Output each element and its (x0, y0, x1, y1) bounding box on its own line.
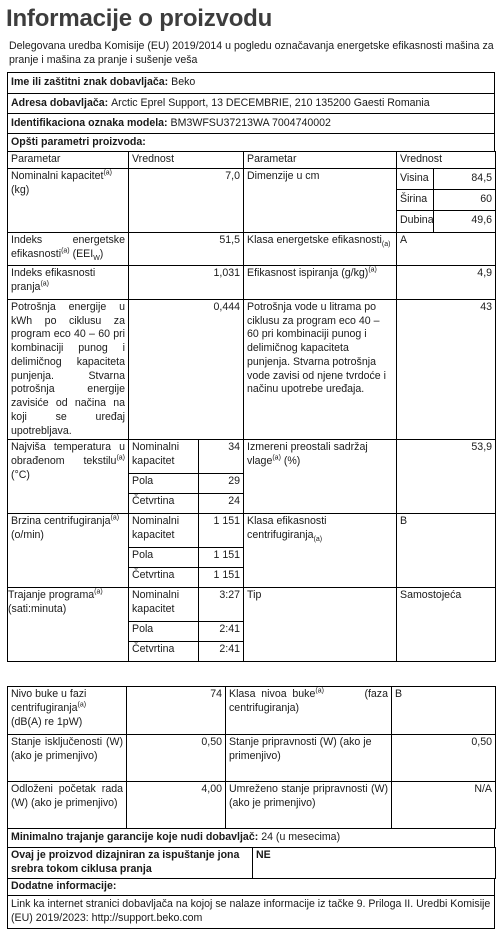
spin-full-value: 1 151 (199, 514, 244, 548)
noise-label: Nivo buke u fazi centrifugiranja$^{(a)}$ (dB(A) re 1pW) (8, 687, 127, 735)
rinse-efficiency-value: 4,9 (397, 265, 496, 299)
table-row (8, 687, 496, 735)
spin-half-value: 1 151 (199, 548, 244, 568)
power-table (7, 686, 496, 829)
header-param-2: Parametar (244, 152, 397, 169)
table-row (8, 168, 496, 189)
model-row (7, 113, 495, 133)
energy-consumption-label: Potrošnja energije u kWh po ciklusu za program eco 40 – 60 pri kombinaciji punog i delimičnog kapaciteta punjenja. Stvarna potrošnja energije zavisiće od načina na koji se uređaj upotrebljava. (8, 299, 129, 440)
rinse-efficiency-label: Efikasnost ispiranja $(g/kg)^{(a)}$ (244, 265, 397, 299)
moisture-label: Izmereni preostali sadržaj vlage$^{(a)}$ (%) (244, 440, 397, 514)
spin-quarter-value: 1 151 (199, 568, 244, 588)
delay-start-label: Odloženi početak rada (W) (ako je primenjivo) (8, 782, 127, 829)
delay-start-value: 4,00 (127, 782, 226, 829)
dur-sub-half: Pola (129, 622, 199, 642)
dimensions-label: Dimenzije u cm (244, 168, 397, 232)
spin-sub-half: Pola (129, 548, 199, 568)
general-params-row (7, 133, 495, 151)
table-row (8, 514, 496, 548)
dur-quarter-value: 2:41 (199, 642, 244, 662)
noise-class-label: Klasa nivoa buke$^{(a)}$ (faza centrifugiranja) (226, 687, 392, 735)
temp-sub-half: Pola (129, 474, 199, 494)
standby-value: 0,50 (392, 735, 496, 782)
general-params-label: Opšti parametri proizvoda: (11, 135, 146, 148)
width-label: Širina (397, 189, 434, 210)
supplier-row (7, 72, 495, 93)
washing-efficiency-value: 1,031 (129, 265, 244, 299)
moisture-value: 53,9 (397, 440, 496, 514)
eei-label: Indeks energetske efikasnosti$^{(a)}$ $(EEI_W)$ (8, 232, 129, 265)
extra-info-label: Dodatne informacije: (11, 880, 117, 893)
dur-full-value: 3:27 (199, 588, 244, 622)
header-param: Parametar (8, 152, 129, 169)
height-value: 84,5 (434, 168, 496, 189)
spin-sub-quarter: Četvrtina (129, 568, 199, 588)
temp-quarter-value: 24 (199, 494, 244, 514)
standby-label: Stanje pripravnosti (W) (ako je primenjivo) (226, 735, 392, 782)
energy-class-value: A (397, 232, 496, 265)
temp-full-value: 34 (199, 440, 244, 474)
warranty-value: 24 (u mesecima) (261, 831, 341, 844)
header-value-2: Vrednost (397, 152, 496, 169)
extra-info-text-row (7, 895, 495, 929)
dur-sub-full: Nominalni kapacitet (129, 588, 199, 622)
temp-sub-full: Nominalni kapacitet (129, 440, 199, 474)
model-label: Identifikaciona oznaka modela: (11, 116, 168, 129)
temp-half-value: 29 (199, 474, 244, 494)
table-row (8, 299, 496, 440)
table-row (8, 782, 496, 829)
spin-sub-full: Nominalni kapacitet (129, 514, 199, 548)
regulation-text: Delegovana uredba Komisije (EU) 2019/2014 u pogledu označavanja energetske efikasnosti mašina za pranje i mašina za pranje i sušenje veša (9, 40, 494, 67)
water-consumption-label: Potrošnja vode u litrama po ciklusu za program eco 40 – 60 pri kombinaciji punog i delimičnog kapaciteta punjenja. Stvarna potrošnja vode zavisi od njene tvrdoće i načinu upotrebe uređaja. (244, 299, 397, 440)
table-row (8, 232, 496, 265)
parameters-table (7, 151, 496, 662)
page-title: Informacije o proizvodu (6, 5, 273, 32)
off-mode-label: Stanje isključenosti (W) (ako je primenjivo) (8, 735, 127, 782)
depth-label: Dubina (397, 210, 434, 232)
table-row (8, 440, 496, 474)
address-label: Adresa dobavljača: (11, 96, 109, 109)
energy-class-label: Klasa energetske efikasnosti$_{(a)}$ (244, 232, 397, 265)
noise-class-value: B (392, 687, 496, 735)
noise-value: 74 (127, 687, 226, 735)
height-label: Visina (397, 168, 434, 189)
address-row (7, 93, 495, 113)
temp-sub-quarter: Četvrtina (129, 494, 199, 514)
dur-half-value: 2:41 (199, 622, 244, 642)
model-value: BM3WFSU37213WA 7004740002 (170, 116, 331, 129)
address-value: Arctic Eprel Support, 13 DECEMBRIE, 210 135200 Gaesti Romania (111, 96, 430, 109)
dur-sub-quarter: Četvrtina (129, 642, 199, 662)
spin-class-value: B (397, 514, 496, 588)
depth-value: 49,6 (434, 210, 496, 232)
spin-class-label: Klasa efikasnosti centrifugiranja$_{(a)}$ (244, 514, 397, 588)
temperature-label: Najviša temperatura u obrađenom tekstilu$^{(a)}$ (°C) (8, 440, 129, 514)
extra-info-text: Link ka internet stranici dobavljača na kojoj se nalaze informacije iz tačke 9. Priloga II. Uredbi Komisije (EU) 2019/2023: http://support.beko.com (11, 898, 491, 924)
warranty-row (7, 828, 495, 847)
width-value: 60 (434, 189, 496, 210)
eei-value: 51,5 (129, 232, 244, 265)
table-row (8, 265, 496, 299)
supplier-value: Beko (171, 76, 196, 89)
spin-speed-label: Brzina centrifugiranja$^{(a)}$ (o/min) (8, 514, 129, 588)
silver-ion-label: Ovaj je proizvod dizajniran za ispuštanje jona srebra tokom ciklusa pranja (8, 848, 253, 879)
energy-consumption-value: 0,444 (129, 299, 244, 440)
network-standby-label: Umreženo stanje pripravnosti (W) (ako je primenjivo) (226, 782, 392, 829)
table-row (8, 588, 496, 622)
network-standby-value: N/A (392, 782, 496, 829)
extra-info-row (7, 878, 495, 895)
supplier-label: Ime ili zaštitni znak dobavljača: (11, 76, 169, 89)
table-row (8, 848, 496, 879)
off-mode-value: 0,50 (127, 735, 226, 782)
type-label: Tip (244, 588, 397, 662)
water-consumption-value: 43 (397, 299, 496, 440)
table-row (8, 735, 496, 782)
table-header-row (8, 152, 496, 169)
washing-efficiency-label: Indeks efikasnosti pranja$^{(a)}$ (8, 265, 129, 299)
capacity-value: 7,0 (129, 168, 244, 232)
silver-ion-value: NE (253, 848, 496, 879)
header-value: Vrednost (129, 152, 244, 169)
warranty-label: Minimalno trajanje garancije koje nudi dobavljač: (11, 831, 259, 844)
capacity-label: Nominalni kapacitet$^{(a)}$ (kg) (8, 168, 129, 232)
type-value: Samostojeća (397, 588, 496, 662)
duration-label: Trajanje programa$^{(a)}$ (sati:minuta) (8, 588, 129, 662)
silver-ion-table (7, 847, 496, 879)
